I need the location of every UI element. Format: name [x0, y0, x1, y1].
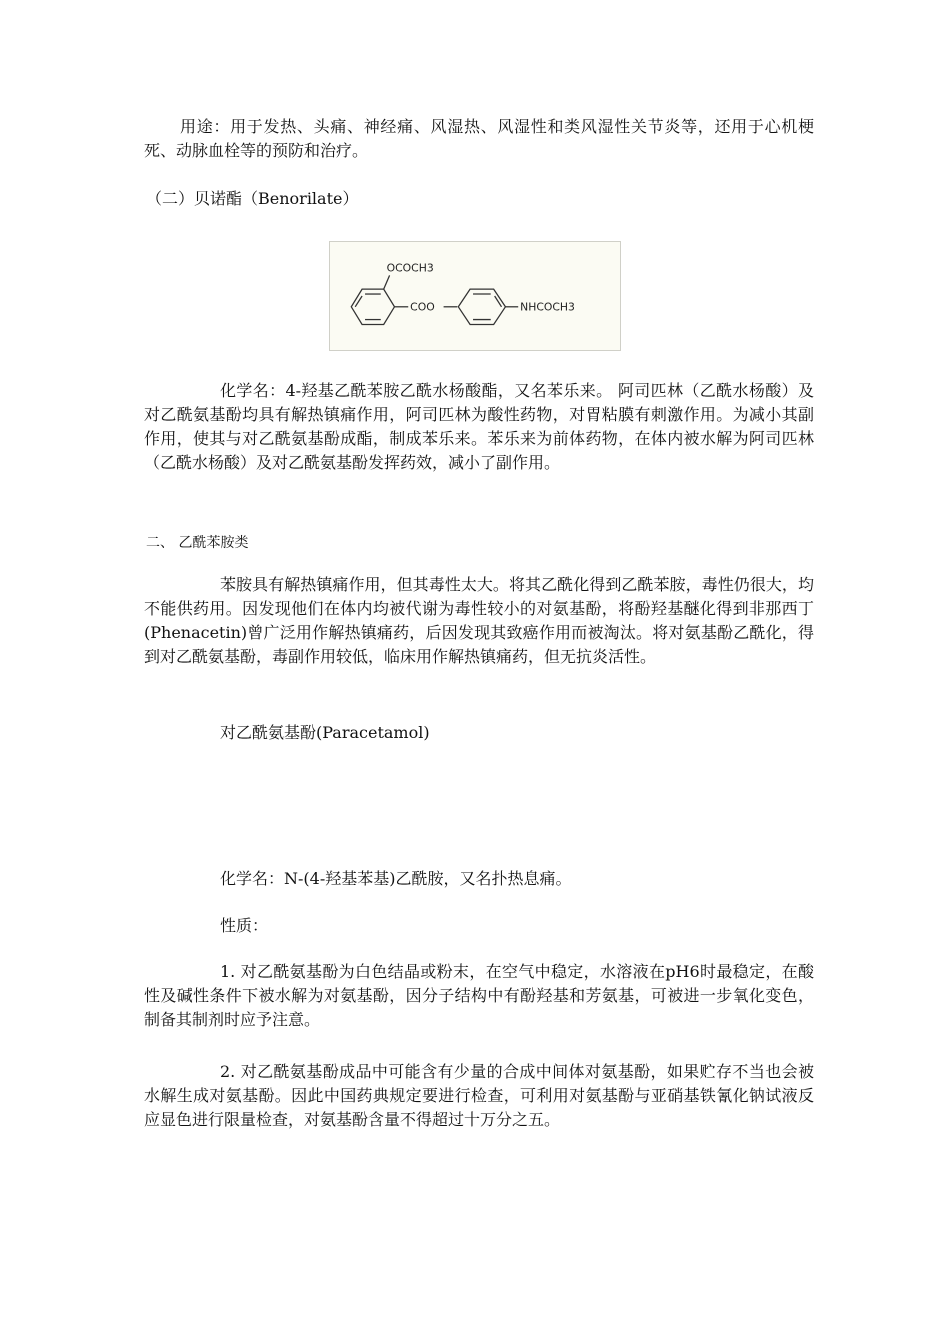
top-group-label: OCOCH3	[386, 261, 434, 275]
right-group-label: NHCOCH3	[520, 300, 575, 314]
property-2-paragraph: 2. 对乙酰氨基酚成品中可能含有少量的合成中间体对氨基酚，如果贮存不当也会被水解生成对氨基酚。因此中国药典规定要进行检查，可利用对氨基酚与亚硝基铁氰化钠试液反应显色进行限量检查，对氨基酚含量不得超过十万分之五。	[144, 1062, 814, 1129]
section-two-heading: 二、 乙酰苯胺类	[146, 535, 249, 551]
usage-paragraph: 用途：用于发热、头痛、神经痛、风湿热、风湿性和类风湿性关节炎等，还用于心机梗死、动脉血栓等的预防和治疗。	[144, 117, 814, 160]
ester-link-label: COO	[410, 300, 435, 314]
chemical-name-line: 化学名：N-(4-羟基苯基)乙酰胺，又名扑热息痛。	[220, 869, 572, 888]
properties-label: 性质：	[220, 916, 269, 935]
benorilate-paragraph: 化学名：4-羟基乙酰苯胺乙酰水杨酸酯，又名苯乐来。 阿司匹林（乙酰水杨酸）及对乙酰氨基酚均具有解热镇痛作用，阿司匹林为酸性药物，对胃粘膜有刺激作用。为减小其副作用，使其与对乙酰氨基酚成酯，制成苯乐来。苯乐来为前体药物，在体内被水解为阿司匹林（乙酰水杨酸）及对乙酰氨基酚发挥药效，减小了副作用。	[144, 381, 814, 472]
property-1-paragraph: 1. 对乙酰氨基酚为白色结晶或粉末，在空气中稳定，水溶液在pH6时最稳定，在酸性及碱性条件下被水解为对氨基酚，因分子结构中有酚羟基和芳氨基，可被进一步氧化变色，制备其制剂时应予注意。	[144, 962, 814, 1029]
benorilate-structure-figure	[329, 241, 621, 351]
benorilate-structure-diagram	[330, 242, 620, 350]
aniline-paragraph: 苯胺具有解热镇痛作用，但其毒性太大。将其乙酰化得到乙酰苯胺，毒性仍很大，均不能供药用。因发现他们在体内均被代谢为毒性较小的对氨基酚，将酚羟基醚化得到非那西丁(Phenacetin)曾广泛用作解热镇痛药，后因发现其致癌作用而被淘汰。将对氨基酚乙酰化，得到对乙酰氨基酚，毒副作用较低，临床用作解热镇痛药，但无抗炎活性。	[144, 575, 814, 666]
paracetamol-heading: 对乙酰氨基酚(Paracetamol)	[220, 723, 430, 742]
benorilate-heading: （二）贝诺酯（Benorilate）	[146, 189, 359, 208]
